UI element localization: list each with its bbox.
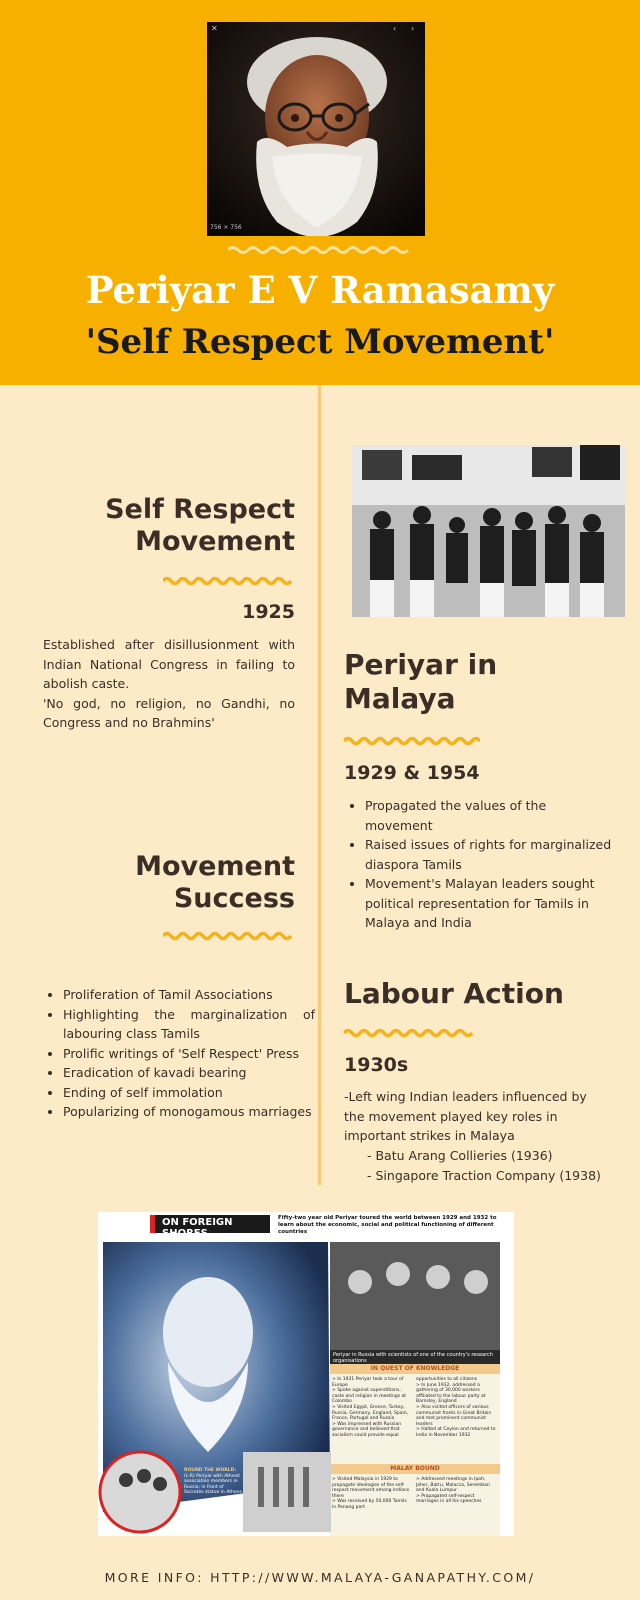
self-respect-wave — [163, 576, 295, 586]
self-respect-heading — [80, 494, 295, 558]
clipping-round-world-text: (L-R) Periyar with Atheist association members in Russia; in front of Socrates statue in Athens — [184, 1473, 242, 1496]
list-item: > Spoke against superstitions, caste and religion in meetings at Colombo — [332, 1388, 407, 1405]
footer-more-info[interactable]: MORE INFO: HTTP://WWW.MALAYA-GANAPATHY.COM/ — [104, 1570, 536, 1585]
center-divider — [318, 385, 321, 1185]
self-respect-text — [43, 635, 295, 733]
list-item: > Halted at Ceylon and returned to India in November 1932 — [416, 1427, 496, 1438]
labour-wave — [344, 1028, 476, 1038]
list-item: > Was impressed with Russian governance and believed that socialism could provide equal — [332, 1421, 401, 1438]
list-item: • Highlighting the marginalization of labouring class Tamils — [63, 1005, 315, 1044]
list-item: • Ending of self immolation — [63, 1083, 315, 1103]
page-title: Periyar E V Ramasamy — [85, 268, 555, 312]
clipping-round-world — [184, 1468, 242, 1496]
malaya-heading — [344, 648, 624, 716]
clipping-banner: ON FOREIGN SHORES — [162, 1217, 233, 1239]
self-respect-heading-line1: Self Respect — [105, 494, 295, 525]
labour-items — [367, 1146, 627, 1185]
list-item: opportunities to all citizens — [416, 1377, 478, 1382]
list-item: • Proliferation of Tamil Associations — [63, 985, 315, 1005]
list-item: > Addressed meetings in Ipoh, Johor, Batru, Malacca, Seremban and Kuala Lumpur — [416, 1477, 490, 1494]
list-item: > In 1931 Periyar took a tour of Europe — [332, 1377, 404, 1388]
newspaper-clipping — [98, 1212, 514, 1536]
list-item: • Prolific writings of 'Self Respect' Press — [63, 1044, 315, 1064]
malaya-wave — [344, 736, 480, 746]
clipping-malay-heading: MALAY BOUND — [390, 1465, 440, 1472]
prev-icon[interactable]: ‹ — [393, 24, 397, 33]
malaya-years: 1929 & 1954 — [344, 762, 480, 784]
clipping-malay-left — [332, 1477, 412, 1511]
portrait-caption: 756 × 756 — [210, 224, 242, 231]
clipping-knowledge-left — [332, 1377, 412, 1439]
self-respect-year: 1925 — [242, 601, 295, 623]
list-item: - Singapore Traction Company (1938) — [367, 1167, 601, 1183]
list-item: > Propagated self-respect marriages in all his speeches — [416, 1493, 482, 1505]
list-item: - Batu Arang Collieries (1936) — [367, 1148, 553, 1163]
list-item: > Visited Egypt, Greece, Turkey, Russia, Germany, England, Spain, France, Portugal and Russia — [332, 1404, 409, 1422]
list-item: > In June 1932, addressed a gathering of 30,000 workers affiliated to the labour party at Barnsley, England — [416, 1382, 486, 1405]
list-item: • Eradication of kavadi bearing — [63, 1063, 315, 1083]
labour-heading: Labour Action — [344, 977, 564, 1010]
list-item: • Popularizing of monogamous marriages — [63, 1102, 315, 1122]
labour-years: 1930s — [344, 1054, 409, 1076]
clipping-banner-sub: Fifty-two year old Periyar toured the world between 1929 and 1932 to learn about the economic, social and political functioning of different countries — [278, 1215, 497, 1235]
clipping-russia-caption: Periyar in Russia with scientists of one of the country's research organisations — [333, 1352, 493, 1364]
self-respect-text-line1: Established after disillusionment with Indian National Congress in failing to abolish caste. — [43, 637, 295, 691]
protest-photo — [352, 445, 625, 617]
malaya-heading-line2: Malaya — [344, 682, 456, 715]
success-bullets — [43, 985, 315, 1122]
page-subtitle: 'Self Respect Movement' — [85, 322, 555, 362]
list-item: • Movement's Malayan leaders sought political representation for Tamils in Malaya and India — [365, 874, 615, 933]
periyar-portrait — [207, 22, 425, 236]
header-wave-divider — [228, 245, 412, 255]
list-item: • Raised issues of rights for marginalized diaspora Tamils — [365, 835, 615, 874]
header-banner — [0, 0, 640, 385]
clipping-malay-right — [416, 1477, 498, 1505]
malaya-bullets — [345, 796, 615, 933]
clipping-knowledge-right — [416, 1377, 498, 1439]
success-wave — [163, 931, 295, 941]
success-heading-line1: Movement — [135, 851, 295, 882]
list-item: • Propagated the values of the movement — [365, 796, 615, 835]
clipping-round-world-title: ROUND THE WORLD: — [184, 1468, 237, 1473]
labour-text: -Left wing Indian leaders influenced by the movement played key roles in important strikes in Malaya — [344, 1089, 587, 1143]
success-heading-line2: Success — [173, 883, 295, 914]
success-heading — [80, 851, 295, 915]
malaya-heading-line1: Periyar in — [344, 648, 498, 681]
list-item: > Also visited officers of various communist fronts in Great Britain and met prominent communist leaders — [416, 1404, 492, 1427]
list-item: > Was received by 50,000 Tamils in Penang port — [332, 1499, 407, 1510]
clipping-knowledge-heading: IN QUEST OF KNOWLEDGE — [370, 1365, 460, 1372]
self-respect-quote: 'No god, no religion, no Gandhi, no Congress and no Brahmins' — [43, 695, 295, 730]
next-icon[interactable]: › — [411, 24, 415, 33]
close-icon[interactable]: ✕ — [211, 24, 218, 33]
self-respect-heading-line2: Movement — [135, 526, 295, 557]
list-item: > Visited Malaysia in 1929 to propagate ideologies of the self-respect movement among Indians there — [332, 1477, 410, 1499]
